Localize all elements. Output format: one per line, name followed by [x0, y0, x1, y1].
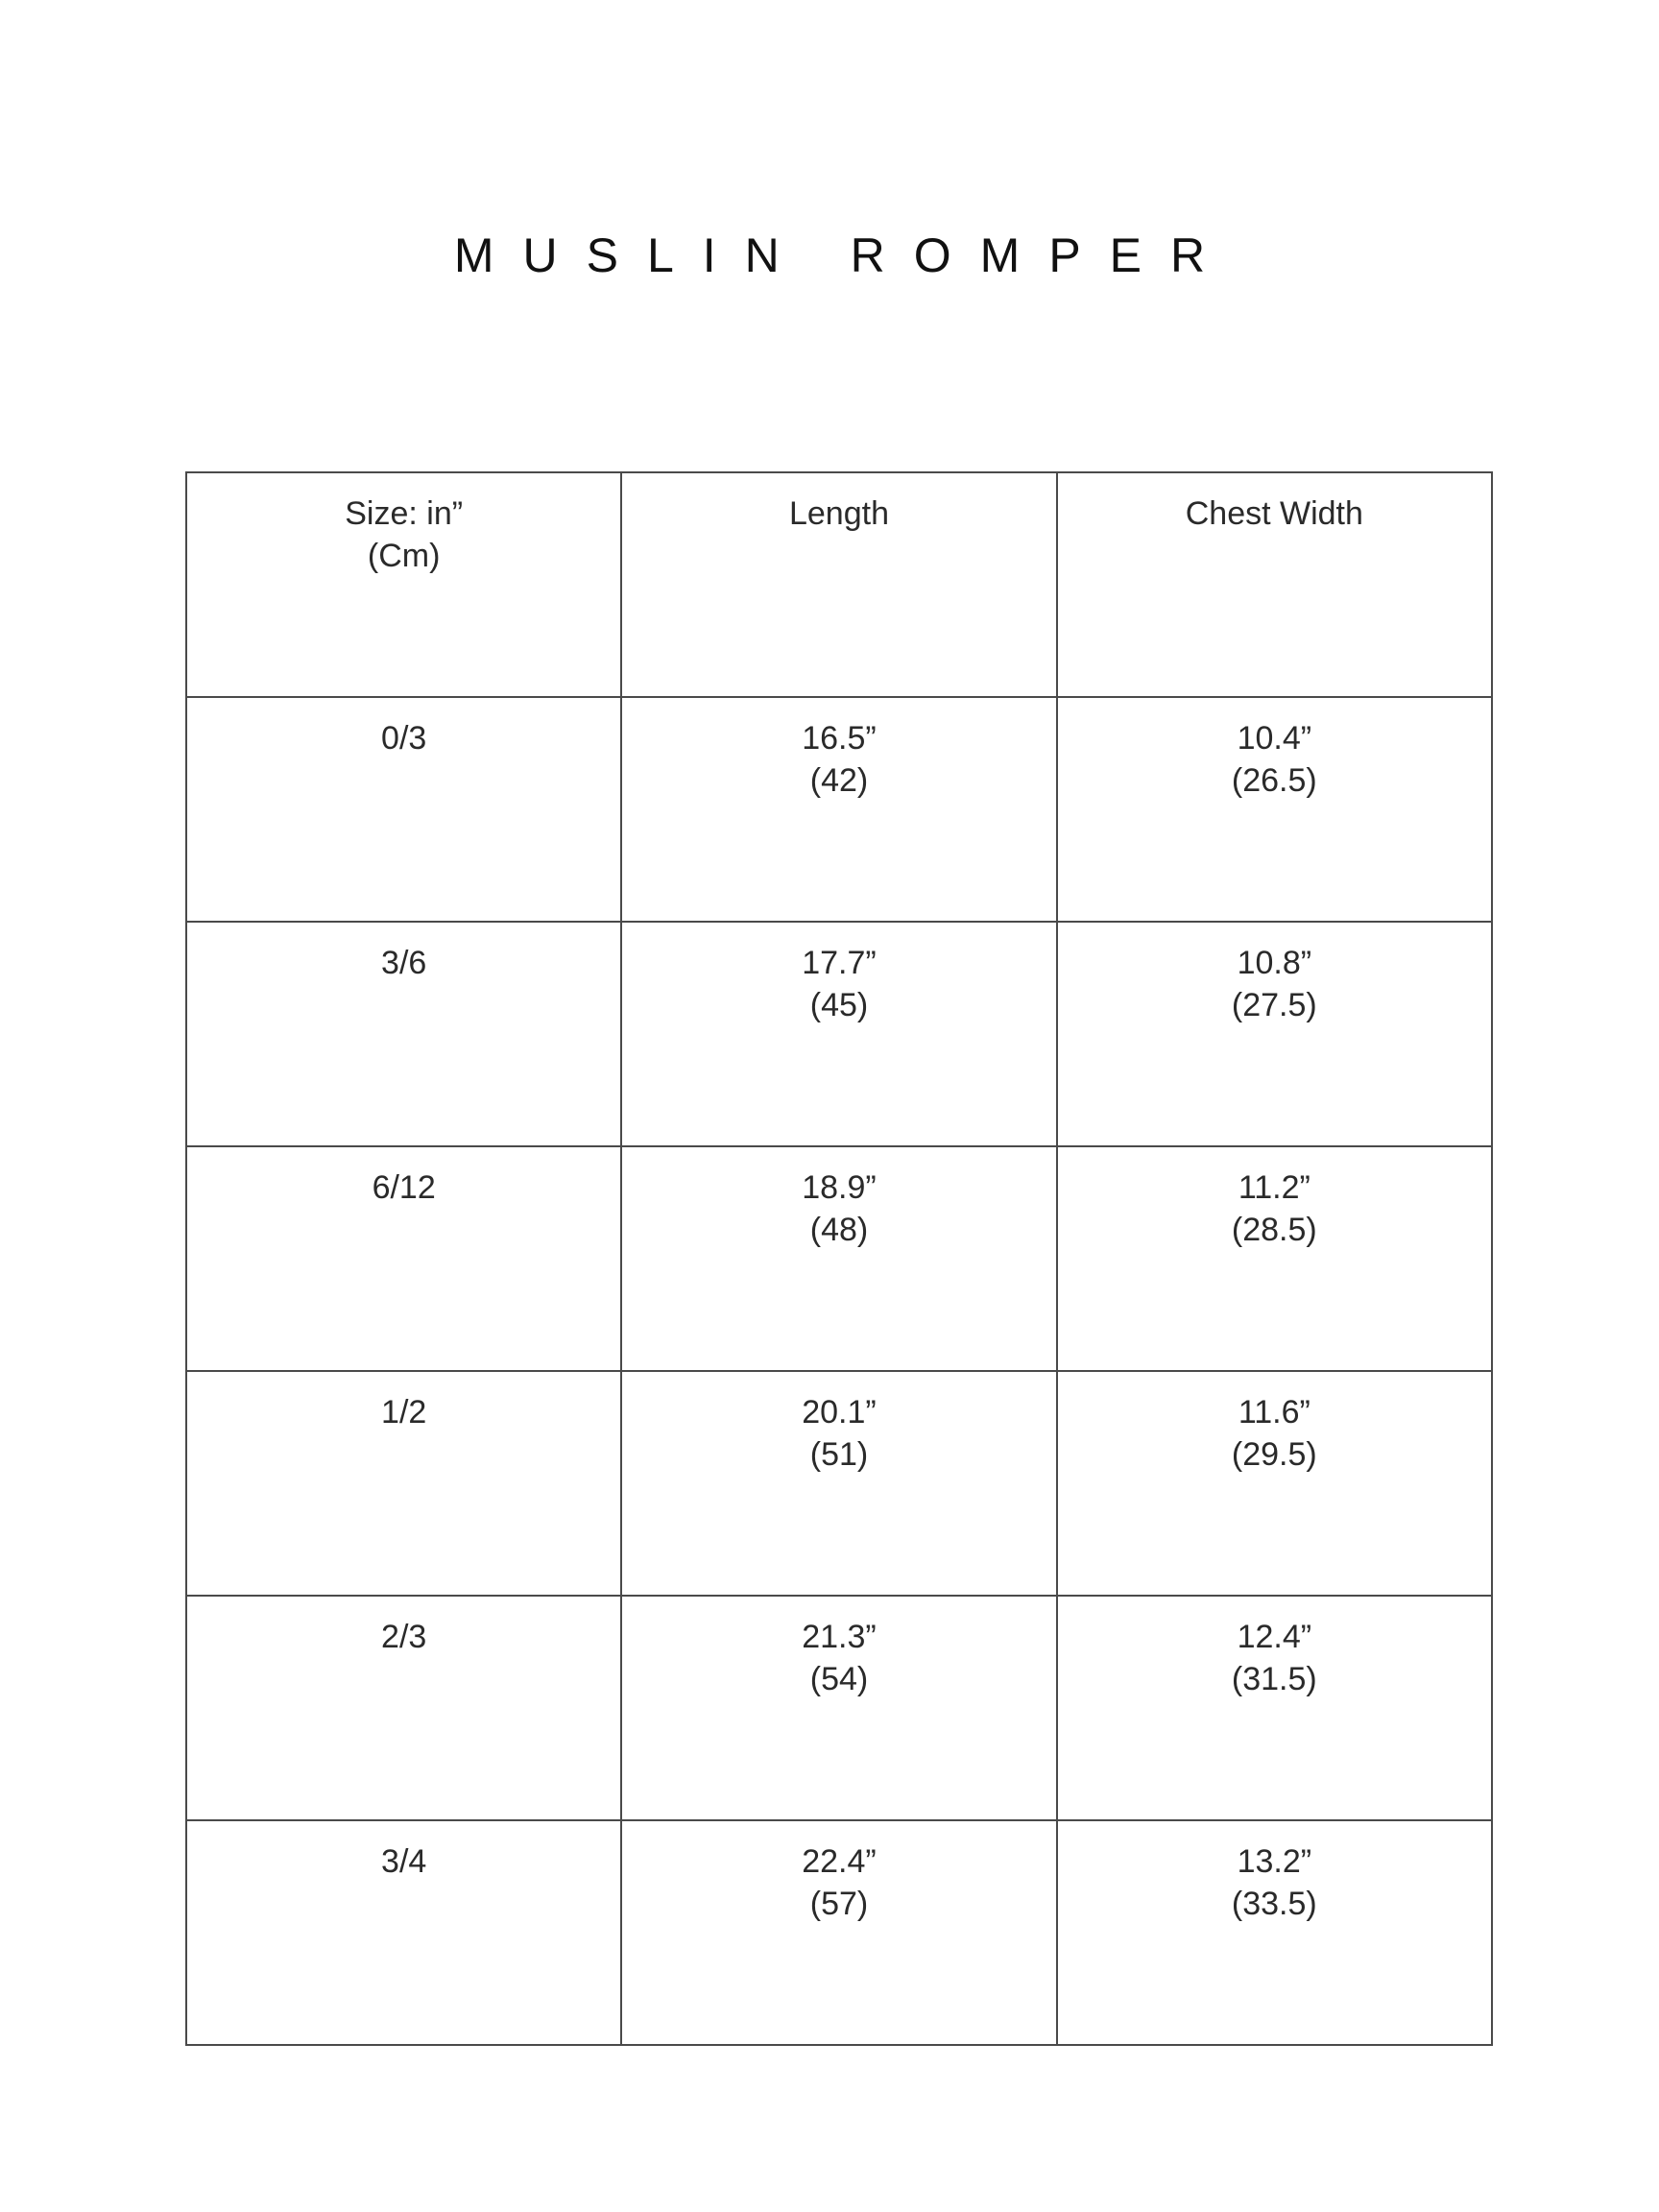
size-value: 3/6: [381, 945, 427, 981]
header-size-label: Size: in”: [345, 495, 464, 532]
table-row: [186, 697, 1492, 922]
chest-cm: (33.5): [1231, 1886, 1317, 1922]
length-cell: [621, 1371, 1056, 1596]
chest-cell: [1057, 697, 1492, 922]
table-row: [186, 1146, 1492, 1371]
chest-cell: [1057, 1371, 1492, 1596]
chest-inches: 12.4”: [1237, 1619, 1312, 1655]
table-row: [186, 1820, 1492, 2045]
header-chest-label: Chest Width: [1185, 495, 1363, 532]
length-inches: 20.1”: [802, 1394, 877, 1431]
chest-cm: (26.5): [1231, 762, 1317, 799]
length-inches: 18.9”: [802, 1169, 877, 1206]
chest-cell: [1057, 1820, 1492, 2045]
size-cell: [186, 1371, 621, 1596]
header-size-cell: [186, 472, 621, 697]
chest-cell: [1057, 1596, 1492, 1820]
length-cell: [621, 697, 1056, 922]
table-header-row: [186, 472, 1492, 697]
length-cm: (54): [809, 1661, 869, 1697]
chest-cell: [1057, 1146, 1492, 1371]
header-length-cell: [621, 472, 1056, 697]
chest-cell: [1057, 922, 1492, 1146]
length-cell: [621, 1820, 1056, 2045]
size-value: 1/2: [381, 1394, 427, 1431]
chest-cm: (31.5): [1231, 1661, 1317, 1697]
length-cm: (48): [809, 1212, 869, 1248]
size-value: 0/3: [381, 720, 427, 757]
chest-cm: (27.5): [1231, 987, 1317, 1023]
chest-inches: 11.6”: [1238, 1394, 1310, 1431]
size-chart-table: [185, 471, 1493, 2046]
length-cell: [621, 922, 1056, 1146]
chest-cm: (28.5): [1231, 1212, 1317, 1248]
length-cell: [621, 1146, 1056, 1371]
length-cm: (51): [809, 1436, 869, 1473]
length-inches: 16.5”: [802, 720, 877, 757]
length-cm: (42): [809, 762, 869, 799]
table-row: [186, 1371, 1492, 1596]
size-value: 3/4: [381, 1843, 427, 1880]
page-title: MUSLIN ROMPER: [453, 228, 1235, 282]
length-cm: (45): [809, 987, 869, 1023]
size-cell: [186, 697, 621, 922]
size-cell: [186, 1146, 621, 1371]
size-cell: [186, 1820, 621, 2045]
chest-inches: 11.2”: [1238, 1169, 1310, 1206]
size-value: 6/12: [372, 1169, 436, 1206]
length-cm: (57): [809, 1886, 869, 1922]
table-row: [186, 922, 1492, 1146]
length-cell: [621, 1596, 1056, 1820]
table-row: [186, 1596, 1492, 1820]
size-cell: [186, 922, 621, 1146]
length-inches: 17.7”: [802, 945, 877, 981]
header-chest-cell: [1057, 472, 1492, 697]
header-length-label: Length: [788, 495, 889, 532]
size-value: 2/3: [381, 1619, 427, 1655]
chest-cm: (29.5): [1231, 1436, 1317, 1473]
chest-inches: 13.2”: [1237, 1843, 1312, 1880]
length-inches: 21.3”: [802, 1619, 877, 1655]
length-inches: 22.4”: [802, 1843, 877, 1880]
size-cell: [186, 1596, 621, 1820]
chest-inches: 10.4”: [1237, 720, 1312, 757]
chest-inches: 10.8”: [1237, 945, 1312, 981]
header-size-unit: (Cm): [367, 538, 441, 574]
